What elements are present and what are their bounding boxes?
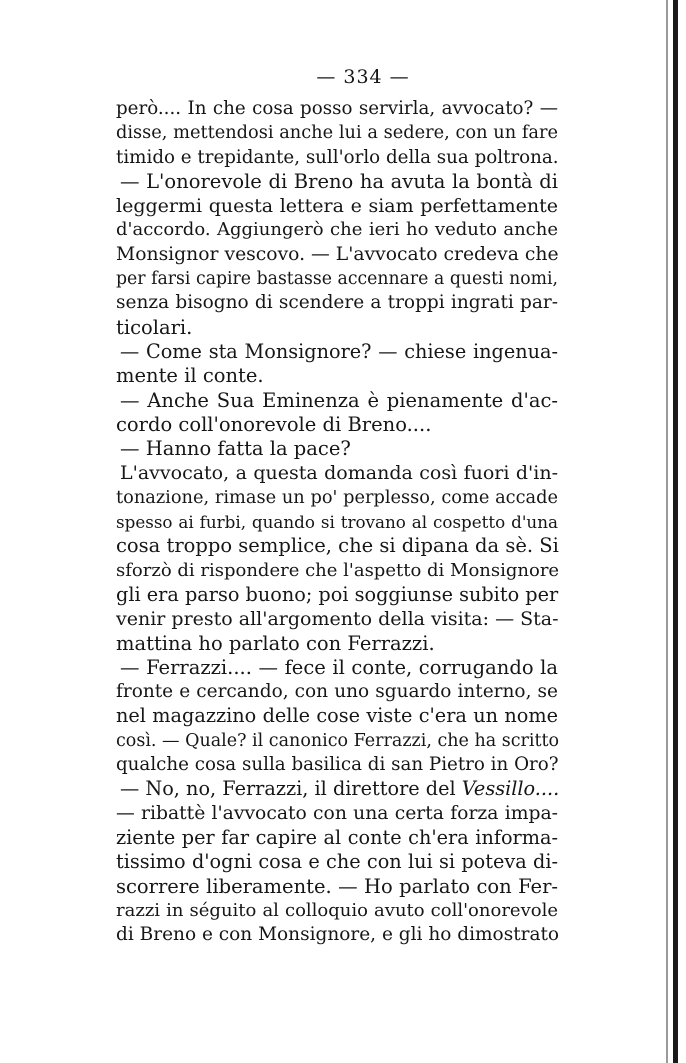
text-line: scorrere liberamente. — Ho parlato con Fer- [116,874,558,898]
text-line: ticolari. [116,315,193,339]
text-line: — L'onorevole di Breno ha avuta la bontà di [120,169,558,193]
text-line: venir presto all'argomento della visita: — Sta- [116,608,559,631]
text-line: cordo coll'onorevole di Breno.... [116,412,432,436]
page-edge-shadow [666,0,668,1063]
text-line: spesso ai furbi, quando si trovano al cospetto d'una [116,512,558,533]
text-run: — No, no, Ferrazzi, il direttore del [120,777,462,801]
text-line: disse, mettendosi anche lui a sedere, con un fare [116,123,558,144]
text-line: cosa troppo semplice, che si dipana da sè. Si [116,534,559,558]
text-line: d'accordo. Aggiungerò che ieri ho veduto anche [116,219,558,241]
text-line: leggermi questa lettera e siam perfettamente [116,195,558,218]
text-line: qualche cosa sulla basilica di san Pietro in Oro? [116,754,559,776]
text-line [116,777,558,801]
text-line: per farsi capire bastasse accennare a questi nomi, [116,269,558,290]
text-line: così. — Quale? il canonico Ferrazzi, che ha scritto [116,730,560,751]
text-line: razzi in séguito al colloquio avuto coll'onorevole [116,899,558,921]
text-line: tissimo d'ogni cosa e che con lui si poteva di- [116,850,558,874]
text-line: sforzò di rispondere che l'aspetto di Monsignore [116,559,560,581]
text-line: L'avvocato, a questa domanda così fuori d'in- [120,462,558,485]
text-line: gli era parso buono; poi soggiunse subito per [116,582,559,606]
text-line: senza bisogno di scendere a troppi ingrati par- [116,292,558,314]
text-line: — Anche Sua Eminenza è pienamente d'ac- [120,388,558,412]
text-line: — Hanno fatta la pace? [120,437,351,461]
text-line: mente il conte. [116,364,264,388]
text-line: — Ferrazzi.... — fece il conte, corrugando la [120,655,558,679]
text-line: Monsignor vescovo. — L'avvocato credeva che [116,243,559,265]
text-line: nel magazzino delle cose viste c'era un nome [116,704,558,728]
text-line: — Come sta Monsignore? — chiese ingenua- [120,339,558,363]
text-line: fronte e cercando, con uno sguardo interno, se [116,681,558,703]
italic-title: Vessillo.... [461,777,560,801]
text-line: di Breno e con Monsignore, e gli ho dimostrato [116,924,560,946]
body-text [116,97,558,947]
text-line: tonazione, rimase un po' perplesso, come accade [116,487,558,508]
text-line: — ribattè l'avvocato con una certa forza impa- [116,802,558,824]
text-line: timido e trepidante, sull'orlo della sua poltrona. [116,146,559,168]
text-line: ziente per far capire al conte ch'era informa- [116,825,558,849]
text-line: però.... In che cosa posso servirla, avvocato? — [116,98,558,119]
page-number: — 334 — [316,66,410,88]
text-line: mattina ho parlato con Ferrazzi. [116,631,435,655]
page-edge [673,0,678,1063]
